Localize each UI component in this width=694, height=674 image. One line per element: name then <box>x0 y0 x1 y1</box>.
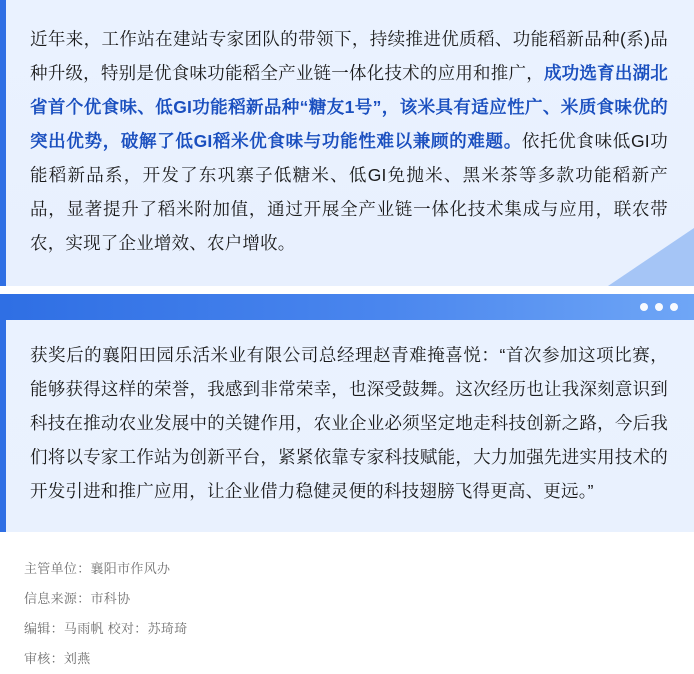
meta-reviewer: 审核：刘燕 <box>24 651 91 666</box>
meta-source: 信息来源：市科协 <box>24 591 131 606</box>
meta-supervising-unit: 主管单位：襄阳市作风办 <box>24 561 171 576</box>
window-dot-icon-3 <box>670 303 678 311</box>
paragraph-one-segment-plain-1: 近年来，工作站在建站专家团队的带领下，持续推进优质稻、功能稻新品种(系)品种升级，特别是优食味功能稻全产业链一体化技术的应用和推广， <box>30 29 668 83</box>
meta-editor: 编辑：马雨帆 校对：苏琦琦 <box>24 621 188 636</box>
window-dot-icon-2 <box>655 303 663 311</box>
paragraph-two: 获奖后的襄阳田园乐活米业有限公司总经理赵青难掩喜悦：“首次参加这项比赛，能够获得这样的荣誉，我感到非常荣幸，也深受鼓舞。这次经历也让我深刻意识到科技在推动农业发展中的关键作用，农业企业必须坚定地走科技创新之路，今后我们将以专家工作站为创新平台，紧紧依靠专家科技赋能，大力加强先进实用技术的开发引进和推广应用，让企业借力稳健灵便的科技翅膀飞得更高、更远。” <box>30 345 668 501</box>
paragraph-one <box>30 22 668 260</box>
article-block-two <box>0 294 694 532</box>
paragraph-one-segment-emphasis: 成功选育出湖北省首个优食味、低GI功能稻新品种“糖友1号”，该米具有适应性广、米质食味优的突出优势，破解了低GI稻米优食味与功能性难以兼顾的难题。 <box>30 63 668 151</box>
window-dot-icon-1 <box>640 303 648 311</box>
article-block-two-body <box>6 320 694 532</box>
paragraph-one-segment-plain-2: 依托优食味低GI功能稻新品系，开发了东巩寨子低糖米、低GI免抛米、黑米茶等多款功能稻新产品，显著提升了稻米附加值，通过开展全产业链一体化技术集成与应用，联农带农，实现了企业增效、农户增收。 <box>30 131 668 253</box>
window-titlebar <box>6 294 694 320</box>
article-block-one <box>0 0 694 286</box>
